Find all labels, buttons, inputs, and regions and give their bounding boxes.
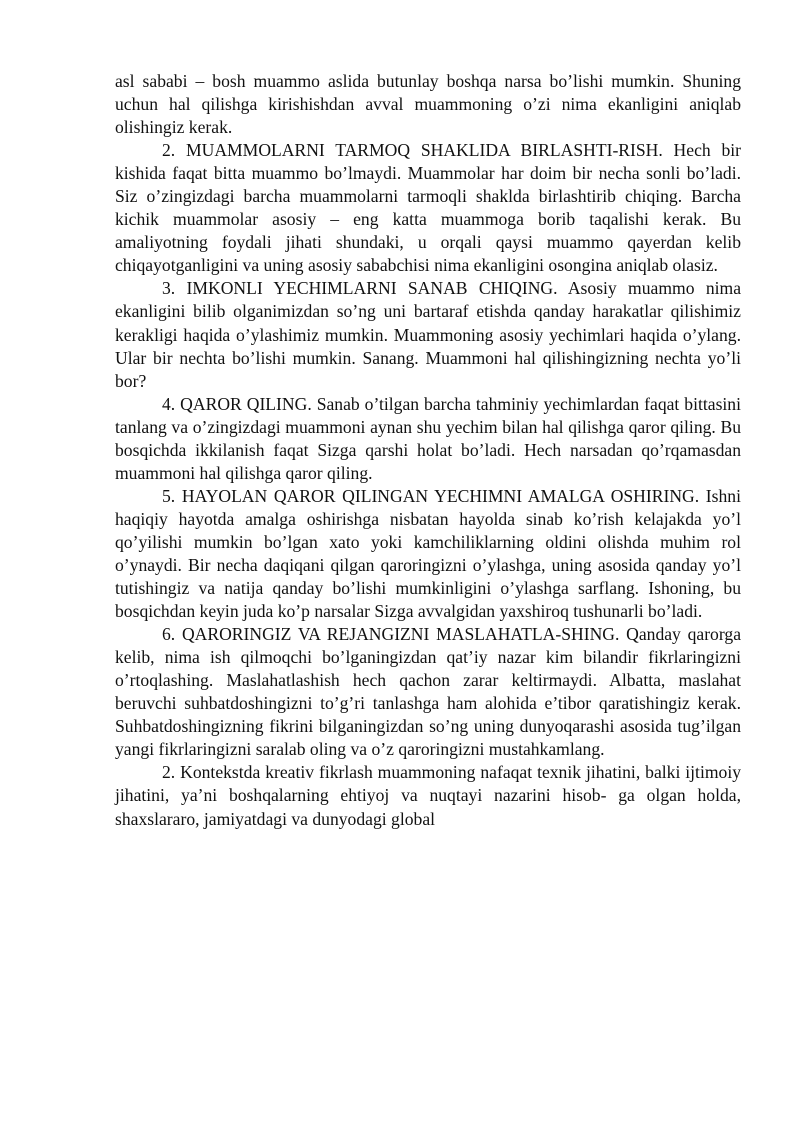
paragraph-step-4: 4. QAROR QILING. Sanab o’tilgan barcha tahminiy yechimlardan faqat bittasini tanlang va o’zingizdagi muammoni aynan shu yechim bilan hal qilishga qaror qiling. Bu bosqichda ikkilanish faqat Sizga qarshi holat bo’ladi. Hech narsadan qo’rqamasdan muammoni hal qilishga qaror qiling. [115,393,741,483]
document-page [115,70,741,831]
paragraph-step-6: 6. QARORINGIZ VA REJANGIZNI MASLAHATLA-SHING. Qanday qarorga kelib, nima ish qilmoqchi bo’lganingizdan qat’iy nazar kim bilandir fikrlaringizni o’rtoqlashing. Maslahatlashish hech qachon zarar keltirmaydi. Albatta, maslahat beruvchi suhbatdoshingizni to’g’ri tanlashga ham alohida e’tibor qaratishingiz kerak. Suhbatdoshingizning fikrini bilganingizdan so’ng uning dunyoqarashi asosida tug’ilgan yangi fikrlaringizni saralab oling va o’z qaroringizni mustahkamlang. [115,624,741,760]
paragraph-step-5: 5. HAYOLAN QAROR QILINGAN YECHIMNI AMALGA OSHIRING. Ishni haqiqiy hayotda amalga oshirishga nisbatan hayolda sinab ko’rish kelajakda yo’l qo’yilishi mumkin bo’lgan xato yoki kamchiliklarning oldini olishda muhim rol o’ynaydi. Bir necha daqiqani qilgan qaroringizni o’ylashga, uning asosida qanday yo’l tutishingiz va natija qanday bo’lishi mumkinligini o’ylashga sarflang. Ishoning, bu bosqichdan keyin juda ko’p narsalar Sizga avvalgidan yaxshiroq tushunarli bo’ladi. [115,485,741,622]
paragraph-section-2: 2. Kontekstda kreativ fikrlash muammoning nafaqat texnik jihatini, balki ijtimoiy jihatini, ya’ni boshqalarning ehtiyoj va nuqtayi nazarini hisob- ga olgan holda, shaxslararo, jamiyatdagi va dunyodagi global [115,762,741,829]
paragraph-step-3: 3. IMKONLI YECHIMLARNI SANAB CHIQING. Asosiy muammo nima ekanligini bilib olganimizdan so’ng uni bartaraf etishda qanday harakatlar qilishimiz kerakligi haqida o’ylashimiz mumkin. Muammoning asosiy yechimlari haqida o’ylang. Ular bir nechta bo’lishi mumkin. Sanang. Muammoni hal qilishingizning nechta yo’li bor? [115,278,741,391]
paragraph-continuation: asl sababi – bosh muammo aslida butunlay boshqa narsa bo’lishi mumkin. Shuning uchun hal qilishga kirishishdan avval muammoning o’zi nima ekanligini aniqlab olishingiz kerak. [115,71,741,138]
paragraph-step-2: 2. MUAMMOLARNI TARMOQ SHAKLIDA BIRLASHTI-RISH. Hech bir kishida faqat bitta muammo bo’lmaydi. Muammolar har doim bir necha sonli bo’ladi. Siz o’zingizdagi barcha muammolarni tarmoqli shaklda birlashtirib chiqing. Barcha kichik muammolar asosiy – eng katta muammoga borib taqalishi kerak. Bu amaliyotning foydali jihati shundaki, u orqali qaysi muammo qayerdan kelib chiqayotganligini va uning asosiy sababchisi nima ekanligini osongina aniqlab olasiz. [115,140,741,276]
